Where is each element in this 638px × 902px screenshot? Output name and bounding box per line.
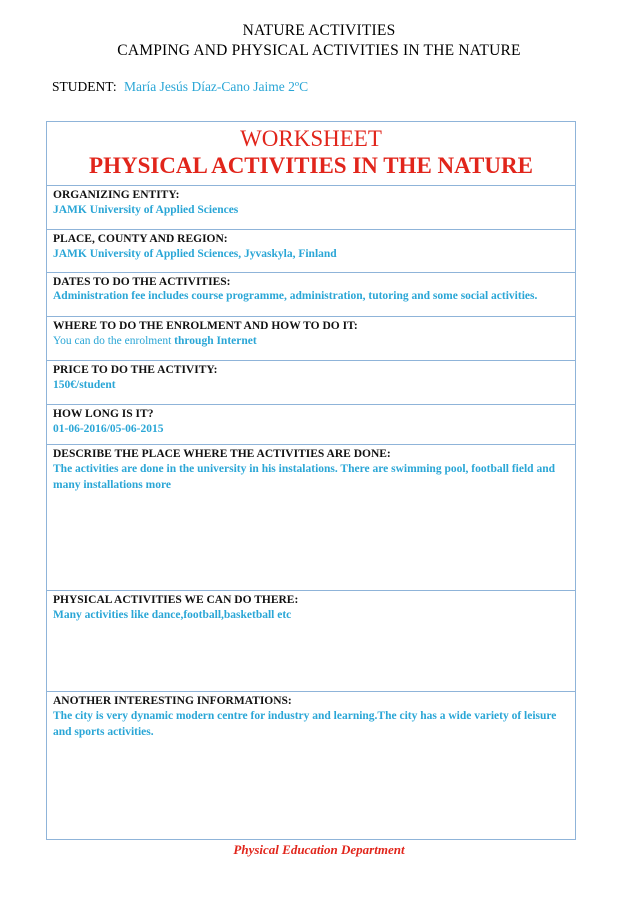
info-label: ANOTHER INTERESTING INFORMATIONS:	[53, 695, 292, 707]
activities-value: Many activities like dance,football,basketball etc	[53, 609, 292, 621]
price-label: PRICE TO DO THE ACTIVITY:	[53, 364, 218, 376]
dates-value: Administration fee includes course programme, administration, tutoring and some social activities.	[53, 290, 538, 302]
student-label: STUDENT:	[52, 79, 117, 94]
place-label: PLACE, COUNTY AND REGION:	[53, 233, 228, 245]
enrolment-value-bold: through Internet	[174, 335, 257, 347]
student-line	[52, 79, 308, 95]
row-place	[47, 230, 575, 273]
organizing-value: JAMK University of Applied Sciences	[53, 204, 239, 216]
worksheet-title: WORKSHEET	[240, 126, 382, 151]
info-value: The city is very dynamic modern centre for industry and learning.The city has a wide variety of leisure and sports activities.	[53, 710, 557, 738]
describe-label: DESCRIBE THE PLACE WHERE THE ACTIVITIES ARE DONE:	[53, 448, 391, 460]
row-dates	[47, 273, 575, 317]
header-line-1: NATURE ACTIVITIES	[242, 22, 396, 39]
organizing-label: ORGANIZING ENTITY:	[53, 189, 180, 201]
header-line-2: CAMPING AND PHYSICAL ACTIVITIES IN THE NATURE	[117, 42, 521, 59]
row-activities	[47, 591, 575, 692]
describe-value: The activities are done in the university in his instalations. There are swimming pool, football field and many installations more	[53, 463, 555, 491]
dates-label: DATES TO DO THE ACTIVITIES:	[53, 276, 231, 288]
enrolment-label: WHERE TO DO THE ENROLMENT AND HOW TO DO IT:	[53, 320, 358, 332]
row-enrolment	[47, 317, 575, 361]
price-value: 150€/student	[53, 379, 116, 391]
worksheet-title-box	[47, 122, 575, 186]
worksheet-subtitle: PHYSICAL ACTIVITIES IN THE NATURE	[89, 153, 533, 178]
place-value: JAMK University of Applied Sciences, Jyvaskyla, Finland	[53, 248, 337, 260]
enrolment-value	[53, 333, 569, 349]
length-value: 01-06-2016/05-06-2015	[53, 423, 164, 435]
footer-department: Physical Education Department	[233, 842, 405, 857]
student-name: María Jesús Díaz-Cano Jaime 2ºC	[123, 79, 309, 94]
length-label: HOW LONG IS IT?	[53, 408, 154, 420]
activities-label: PHYSICAL ACTIVITIES WE CAN DO THERE:	[53, 594, 299, 606]
row-price	[47, 361, 575, 405]
row-other-info	[47, 692, 575, 840]
row-duration	[47, 405, 575, 445]
worksheet-table	[46, 121, 576, 840]
row-organizing-entity	[47, 186, 575, 230]
row-describe-place	[47, 445, 575, 591]
enrolment-value-plain: You can do the enrolment	[53, 335, 172, 347]
